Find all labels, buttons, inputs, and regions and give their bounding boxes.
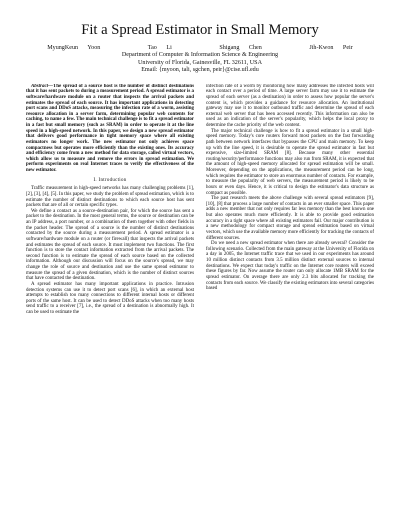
paragraph: The major technical challenge is how to fit a spread estimator in a small high-speed memory. Today's core routers forward most packets on the fast forwarding path between network interfaces that bypasses the CPU and main memory. To keep up with the line speed, it is desirable to operate the spread estimator in fast but expensive, size-limited SRAM [8]. Because many other essential routing/security/performance functions may also run from SRAM, it is expected that the amount of high-speed memory allocated for spread estimation will be small. Moreover, depending on the applications, the measurement period can be long, which requires the estimator to store an enormous number of contacts. For example, to measure the popularity of web servers, the measurement period is likely to be hours or even days. Hence, it is critical to design the estimator's data structure as compact as possible. bbox=[206, 128, 374, 196]
abstract-text: The spread of a source host is the number of distinct destinations that it has sent packets to during a measurement period. A spread estimator is a software/hardware module on a router that inspects the arrival packets and estimates the spread of each source. It has important applications in detecting port scans and DDoS attacks, measuring the infection rate of a worm, assisting resource allocation in a server farm, determining popular web contents for caching, to name a few. The main technical challenge is to fit a spread estimator in a fast but small memory (such as SRAM) in order to operate it at the line speed in a high-speed network. In this paper, we design a new spread estimator that delivers good performance in tight memory space where all existing estimators no longer work. The new estimator not only achieves space compactness but operates more efficiently than the existing ones. Its accuracy and efficiency come from a new method for data storage, called virtual vectors, which allow us to measure and remove the errors in spread estimation. We perform experiments on real Internet traces to verify the effectiveness of the new estimator. bbox=[26, 83, 194, 173]
affiliation: Department of Computer & Information Science & Engineering bbox=[121, 52, 279, 59]
paragraph: A spread estimator has many important applications in practice. Intrusion detection systems can use it to detect port scans [6], in which an external host attempts to establish too many connections to different internal hosts or different ports of the same host. It can be used to detect DDoS attacks when too many hosts send traffic to a receiver [7], i.e., the spread of a destination is abnormally high. It can be used to estimate the bbox=[26, 281, 194, 315]
left-column bbox=[26, 84, 194, 316]
paper-title: Fit a Spread Estimator in Small Memory bbox=[81, 22, 319, 38]
paragraph: The past research meets the above challenge with several spread estimators [9], [10], [8] that process a large number of contacts in an ever smaller space. This paper adds a new member that not only requires far less memory than the best known one but also operates much more efficiently. It is able to provide good estimation accuracy in a tight space where all existing estimators fail. Our major contribution is a new methodology for compact storage and spread estimation based on virtual vectors, which use the available memory more efficiently for tracking the contacts of different sources. bbox=[206, 196, 374, 241]
abstract bbox=[26, 84, 194, 174]
paragraph: infection rate of a worm by monitoring how many addresses the infected hosts will each contact over a period of time. A large server farm may use it to estimate the spread of each server (as a destination) in order to assess how popular the server's content is, which provides a guidance for resource allocation. An institutional gateway may use it to monitor outbound traffic and determine the spread of each external web server that has been accessed recently. This information can also be used as an indication of the server's popularity, which helps the local proxy to determine the cache priority of the web content. bbox=[206, 83, 374, 128]
paragraph: Traffic measurement in high-speed networks has many challenging problems [1], [2], [3], [4], [5]. In this paper, we study the problem of spread estimation, which is to estimate the number of distinct destinations to which each source host has sent packets that are of all or certain specific types. bbox=[26, 186, 194, 209]
paragraph: Do we need a new spread estimator when there are already several? Consider the following scenario. Collected from the main gateway at the University of Florida on a day in 2005, the Internet traffic trace that we used in our experiments has around 10 million distinct contacts from 3.5 million distinct external sources to internal destinations. We expect that today's traffic on the Internet core routers will exceed these figures by far. Now assume the router can only allocate 1MB SRAM for the spread estimator. On average there are only 2.3 bits allocated for tracking the contacts from each source. We classify the existing estimators into several categories based bbox=[206, 241, 374, 292]
abstract-label: Abstract— bbox=[31, 83, 53, 89]
address: University of Florida, Gainesville, FL 32611, USA bbox=[138, 59, 262, 66]
two-column-body bbox=[26, 84, 374, 316]
email: Email: {myoon, tali, sgchen, peir}@cise.ufl.edu bbox=[141, 67, 259, 74]
section-heading: I. Introduction bbox=[93, 177, 127, 183]
right-column bbox=[206, 84, 374, 316]
paragraph: We define a contact as a source-destination pair, for which the source has sent a packet to the destination. In the most general terms, the source or destination can be an IP address, a port number, or a combination of them together with other fields in the packet header. The spread of a source is the number of distinct destinations contacted by the source during a measurement period. A spread estimator is a software/hardware module on a router (or firewall) that inspects the arrival packets and estimates the spread of each source. It must implement two functions. The first function is to store the contact information extracted from the arrival packets. The second function is to estimate the spread of each source based on the collected information. Although our discussion will focus on the source's spread, we may change the role of source and destination and use the same spread estimator to measure the spread of a given destination, which is the number of distinct sources that have contacted the destination. bbox=[26, 208, 194, 282]
author-block bbox=[26, 45, 374, 75]
author-names: MyungKeun Yoon Tao Li Shigang Chen Jih-Kwon Peir bbox=[47, 45, 353, 51]
